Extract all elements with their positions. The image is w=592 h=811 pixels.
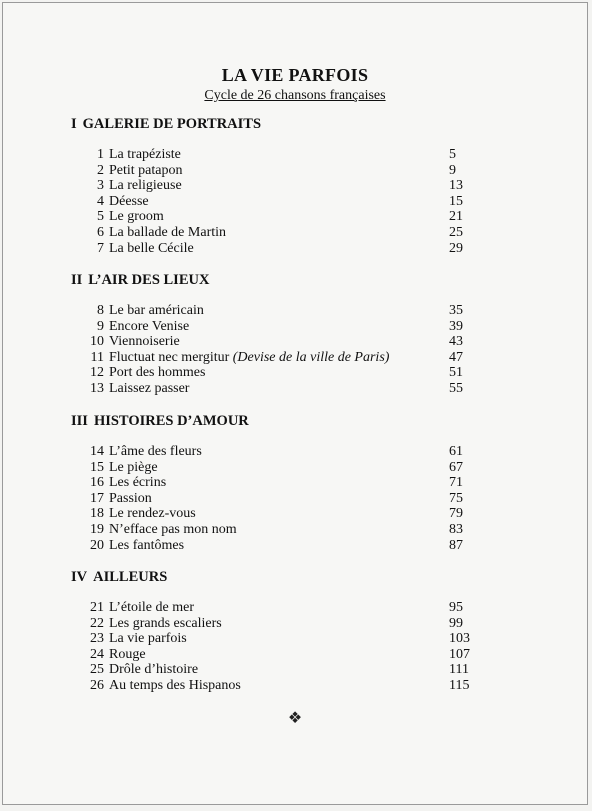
entry-page-number: 51 xyxy=(449,365,463,381)
entry-number: 20 xyxy=(90,537,104,553)
entry-title-wrap xyxy=(109,631,187,647)
entry-title: Rouge xyxy=(109,646,146,662)
entry-number: 17 xyxy=(90,490,104,506)
entry-page-number: 99 xyxy=(449,615,463,631)
entry-title: Le piège xyxy=(109,459,158,475)
toc-entry xyxy=(71,631,487,647)
entry-title: Le rendez-vous xyxy=(109,506,196,522)
entry-title-wrap xyxy=(109,475,166,491)
entry-page-number: 75 xyxy=(449,490,463,506)
entry-title-wrap xyxy=(109,163,183,179)
toc-entry xyxy=(71,147,487,163)
entry-number: 12 xyxy=(90,365,104,381)
entry-title-wrap xyxy=(109,381,189,397)
entry-page-number: 111 xyxy=(449,662,469,678)
entry-title-wrap xyxy=(109,209,164,225)
toc-entry xyxy=(71,178,487,194)
entry-page-number: 79 xyxy=(449,506,463,522)
entry-page-number: 15 xyxy=(449,193,463,209)
entry-number: 22 xyxy=(90,615,104,631)
entry-title-wrap xyxy=(109,616,222,632)
toc-entry xyxy=(71,303,487,319)
toc-entry xyxy=(71,444,487,460)
entry-title: La vie parfois xyxy=(109,631,187,647)
toc-entry xyxy=(71,241,487,257)
entry-title-wrap xyxy=(109,194,149,210)
entry-title: Passion xyxy=(109,490,152,506)
entry-title: La belle Cécile xyxy=(109,240,194,256)
entry-page-number: 35 xyxy=(449,303,463,318)
entry-title: L’étoile de mer xyxy=(109,600,195,615)
entry-title-wrap xyxy=(109,178,182,194)
toc-entry xyxy=(71,460,487,476)
entry-title: Les grands escaliers xyxy=(109,615,222,631)
entry-title-wrap xyxy=(109,350,389,366)
entry-number: 10 xyxy=(90,334,104,350)
entry-page-number: 95 xyxy=(449,600,463,615)
entry-page-number: 107 xyxy=(449,646,470,662)
section-title: L’AIR DES LIEUX xyxy=(88,272,210,288)
entry-page-number: 47 xyxy=(449,349,463,365)
entry-page-number: 67 xyxy=(449,459,463,475)
entry-number: 21 xyxy=(90,600,104,615)
entry-title-wrap xyxy=(109,303,204,319)
entry-page-number: 103 xyxy=(449,631,470,647)
entry-number: 2 xyxy=(97,162,104,178)
entry-title: Encore Venise xyxy=(109,318,190,334)
entry-title: Viennoiserie xyxy=(109,334,180,350)
entry-page-number: 21 xyxy=(449,209,463,225)
entry-title-wrap xyxy=(109,334,180,350)
entry-title-wrap xyxy=(109,538,184,554)
entry-number: 8 xyxy=(97,303,104,318)
toc-entry xyxy=(71,194,487,210)
toc-entry xyxy=(71,616,487,632)
entry-page-number: 25 xyxy=(449,224,463,240)
toc-section xyxy=(71,116,487,256)
entry-title-wrap xyxy=(109,444,202,460)
ornament-icon: ❖ xyxy=(287,708,303,727)
toc-entry xyxy=(71,662,487,678)
section-numeral: II xyxy=(71,272,83,288)
entry-page-number: 61 xyxy=(449,444,463,459)
entry-page-number: 13 xyxy=(449,178,463,194)
toc-entry xyxy=(71,475,487,491)
toc-entry xyxy=(71,334,487,350)
entry-title-wrap xyxy=(109,647,146,663)
entry-title: Drôle d’histoire xyxy=(109,662,199,678)
entry-title: Laissez passer xyxy=(109,380,190,396)
entry-number: 7 xyxy=(97,240,104,256)
document-title: LA VIE PARFOIS xyxy=(221,65,369,85)
entry-number: 26 xyxy=(90,677,104,693)
entry-list xyxy=(71,444,487,553)
entry-page-number: 39 xyxy=(449,318,463,334)
entry-title: Le bar américain xyxy=(109,303,204,318)
entry-page-number: 5 xyxy=(449,147,456,162)
section-numeral: III xyxy=(71,413,88,429)
toc-entry xyxy=(71,209,487,225)
section-heading xyxy=(71,116,487,136)
toc-entry xyxy=(71,365,487,381)
document-subtitle: Cycle de 26 chansons françaises xyxy=(204,88,386,103)
entry-title-wrap xyxy=(109,365,205,381)
entry-title-wrap xyxy=(109,460,158,476)
entry-page-number: 43 xyxy=(449,334,463,350)
entry-title: Déesse xyxy=(109,193,149,209)
entry-page-number: 29 xyxy=(449,240,463,256)
entry-page-number: 71 xyxy=(449,475,463,491)
entry-title: Port des hommes xyxy=(109,365,206,381)
entry-title: Au temps des Hispanos xyxy=(109,677,241,693)
toc-entry xyxy=(71,225,487,241)
entry-title-wrap xyxy=(109,241,194,257)
entry-number: 25 xyxy=(90,662,104,678)
entry-title-wrap xyxy=(109,491,152,507)
entry-number: 4 xyxy=(97,193,104,209)
toc-entry xyxy=(71,350,487,366)
entry-title-wrap xyxy=(109,522,237,538)
toc-entry xyxy=(71,647,487,663)
toc-entry xyxy=(71,491,487,507)
entry-number: 23 xyxy=(90,631,104,647)
entry-title-wrap xyxy=(109,600,194,616)
entry-list xyxy=(71,303,487,397)
section-heading xyxy=(71,413,487,433)
entry-number: 1 xyxy=(97,147,104,162)
entry-number: 6 xyxy=(97,224,104,240)
entry-title: Les écrins xyxy=(109,475,167,491)
entry-title-wrap xyxy=(109,147,181,163)
section-numeral: IV xyxy=(71,569,88,585)
entry-title-wrap xyxy=(109,225,226,241)
entry-title: L’âme des fleurs xyxy=(109,444,202,459)
section-title: GALERIE DE PORTRAITS xyxy=(82,116,262,132)
entry-number: 19 xyxy=(90,521,104,537)
entry-title: La ballade de Martin xyxy=(109,224,227,240)
entry-title-wrap xyxy=(109,506,196,522)
section-title: AILLEURS xyxy=(93,569,168,585)
toc-entry xyxy=(71,522,487,538)
toc-entry xyxy=(71,381,487,397)
toc-section xyxy=(71,272,487,397)
entry-list xyxy=(71,600,487,694)
toc-section xyxy=(71,569,487,694)
entry-title-wrap xyxy=(109,319,189,335)
entry-title: N’efface pas mon nom xyxy=(109,521,237,537)
entry-page-number: 9 xyxy=(449,162,456,178)
entry-page-number: 83 xyxy=(449,521,463,537)
entry-title: La religieuse xyxy=(109,178,182,194)
entry-number: 24 xyxy=(90,646,104,662)
entry-title-wrap xyxy=(109,662,198,678)
entry-number: 5 xyxy=(97,209,104,225)
toc-entry xyxy=(71,163,487,179)
toc-entry xyxy=(71,538,487,554)
entry-number: 16 xyxy=(90,475,104,491)
entry-page-number: 115 xyxy=(449,677,470,693)
entry-number: 9 xyxy=(97,318,104,334)
entry-title: Petit patapon xyxy=(109,162,183,178)
section-numeral: I xyxy=(71,116,77,132)
entry-number: 18 xyxy=(90,506,104,522)
entry-number: 14 xyxy=(90,444,104,459)
entry-title: Fluctuat nec mergitur xyxy=(109,349,230,365)
document-page xyxy=(2,2,588,805)
entry-page-number: 87 xyxy=(449,537,463,553)
entry-number: 13 xyxy=(90,380,104,396)
toc-section xyxy=(71,413,487,553)
entry-number: 15 xyxy=(90,459,104,475)
entry-page-number: 55 xyxy=(449,380,463,396)
section-title: HISTOIRES D’AMOUR xyxy=(93,413,249,429)
section-heading xyxy=(71,272,487,292)
entry-title: La trapéziste xyxy=(109,147,181,162)
entry-list xyxy=(71,147,487,256)
entry-number: 3 xyxy=(97,178,104,194)
entry-number: 11 xyxy=(90,349,104,365)
entry-title-wrap xyxy=(109,678,241,694)
entry-title: Le groom xyxy=(109,209,164,225)
toc-entry xyxy=(71,600,487,616)
toc-entry xyxy=(71,319,487,335)
entry-title: Les fantômes xyxy=(109,537,185,553)
entry-subtitle: (Devise de la ville de Paris) xyxy=(232,349,390,365)
toc-entry xyxy=(71,678,487,694)
toc-entry xyxy=(71,506,487,522)
section-heading xyxy=(71,569,487,589)
